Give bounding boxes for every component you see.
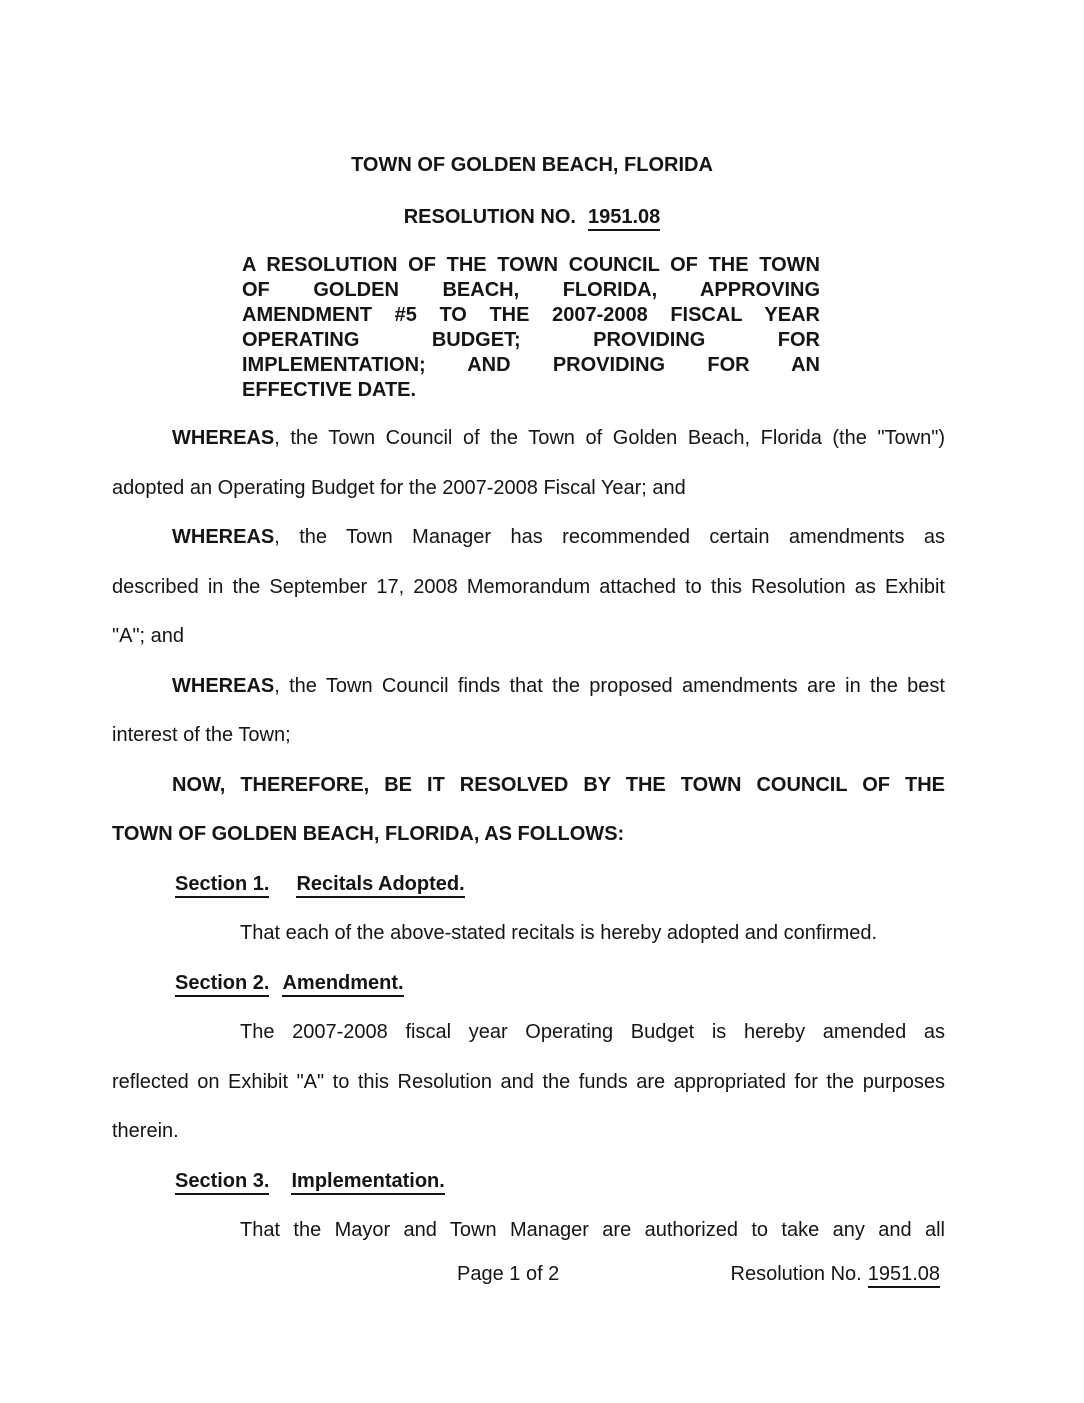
- section-3-heading: [112, 1157, 945, 1207]
- caption-line: OF GOLDEN BEACH, FLORIDA, APPROVING: [242, 279, 820, 301]
- whereas-paragraph-1-line-2: adopted an Operating Budget for the 2007-2008 Fiscal Year; and: [112, 476, 686, 499]
- whereas-paragraph-1-line-1: [112, 414, 945, 464]
- footer-resolution-number: [731, 1263, 940, 1286]
- section-3-title: Implementation.: [291, 1170, 444, 1195]
- whereas-paragraph-2-line-3: "A"; and: [112, 625, 185, 647]
- resolution-number-label: RESOLUTION NO.: [403, 206, 576, 228]
- whereas-text: , the Town Council of the Town of Golden Beach, Florida (the "Town"): [274, 427, 945, 449]
- resolved-clause-line-1: NOW, THEREFORE, BE IT RESOLVED BY THE TOWN COUNCIL OF THE: [172, 773, 945, 796]
- whereas-lead: WHEREAS: [172, 674, 275, 697]
- whereas-lead: WHEREAS: [172, 526, 275, 548]
- section-1-body-line-1: That each of the above-stated recitals is hereby adopted and confirmed.: [240, 922, 878, 944]
- section-3-number: Section 3.: [175, 1170, 269, 1195]
- caption-line: A RESOLUTION OF THE TOWN COUNCIL OF THE TOWN: [242, 254, 820, 276]
- whereas-paragraph-3-line-2: interest of the Town;: [112, 724, 291, 746]
- document-town-title: TOWN OF GOLDEN BEACH, FLORIDA: [351, 154, 713, 176]
- section-2-title: Amendment.: [282, 972, 403, 997]
- footer-resolution-value: 1951.08: [868, 1263, 940, 1288]
- section-2-body-line-3: therein.: [112, 1120, 179, 1142]
- resolution-number-heading: [0, 206, 1064, 229]
- whereas-paragraph-3-line-1: [112, 662, 945, 712]
- section-2-body-line-2: reflected on Exhibit "A" to this Resolution and the funds are appropriated for the purposes: [112, 1070, 945, 1093]
- footer-resolution-label: Resolution No.: [730, 1263, 862, 1285]
- whereas-paragraph-2-line-1: [112, 513, 945, 563]
- section-3-body-line-1: That the Mayor and Town Manager are authorized to take any and all: [240, 1219, 945, 1241]
- whereas-paragraph-2-line-2: described in the September 17, 2008 Memorandum attached to this Resolution as Exhibit: [112, 575, 945, 598]
- caption-line: AMENDMENT #5 TO THE 2007-2008 FISCAL YEAR: [242, 304, 820, 326]
- resolution-number-value: 1951.08: [588, 206, 660, 231]
- footer-page-number: Page 1 of 2: [457, 1263, 560, 1285]
- whereas-text: , the Town Council finds that the proposed amendments are in the best: [274, 674, 945, 697]
- section-2-heading: [112, 959, 945, 1009]
- resolution-caption-block: [242, 253, 820, 403]
- caption-line: OPERATING BUDGET; PROVIDING FOR: [242, 329, 820, 351]
- caption-line: IMPLEMENTATION; AND PROVIDING FOR AN: [242, 354, 820, 376]
- section-1-title: Recitals Adopted.: [296, 873, 464, 898]
- whereas-text: , the Town Manager has recommended certain amendments as: [274, 526, 945, 548]
- caption-line: EFFECTIVE DATE.: [242, 379, 417, 401]
- section-1-number: Section 1.: [175, 873, 269, 898]
- section-2-number: Section 2.: [175, 972, 269, 997]
- resolved-clause-line-2: TOWN OF GOLDEN BEACH, FLORIDA, AS FOLLOWS:: [112, 823, 625, 845]
- whereas-lead: WHEREAS: [172, 427, 275, 449]
- section-1-heading: [112, 860, 945, 910]
- section-2-body-line-1: The 2007-2008 fiscal year Operating Budget is hereby amended as: [240, 1021, 945, 1043]
- resolution-body: [112, 414, 945, 1256]
